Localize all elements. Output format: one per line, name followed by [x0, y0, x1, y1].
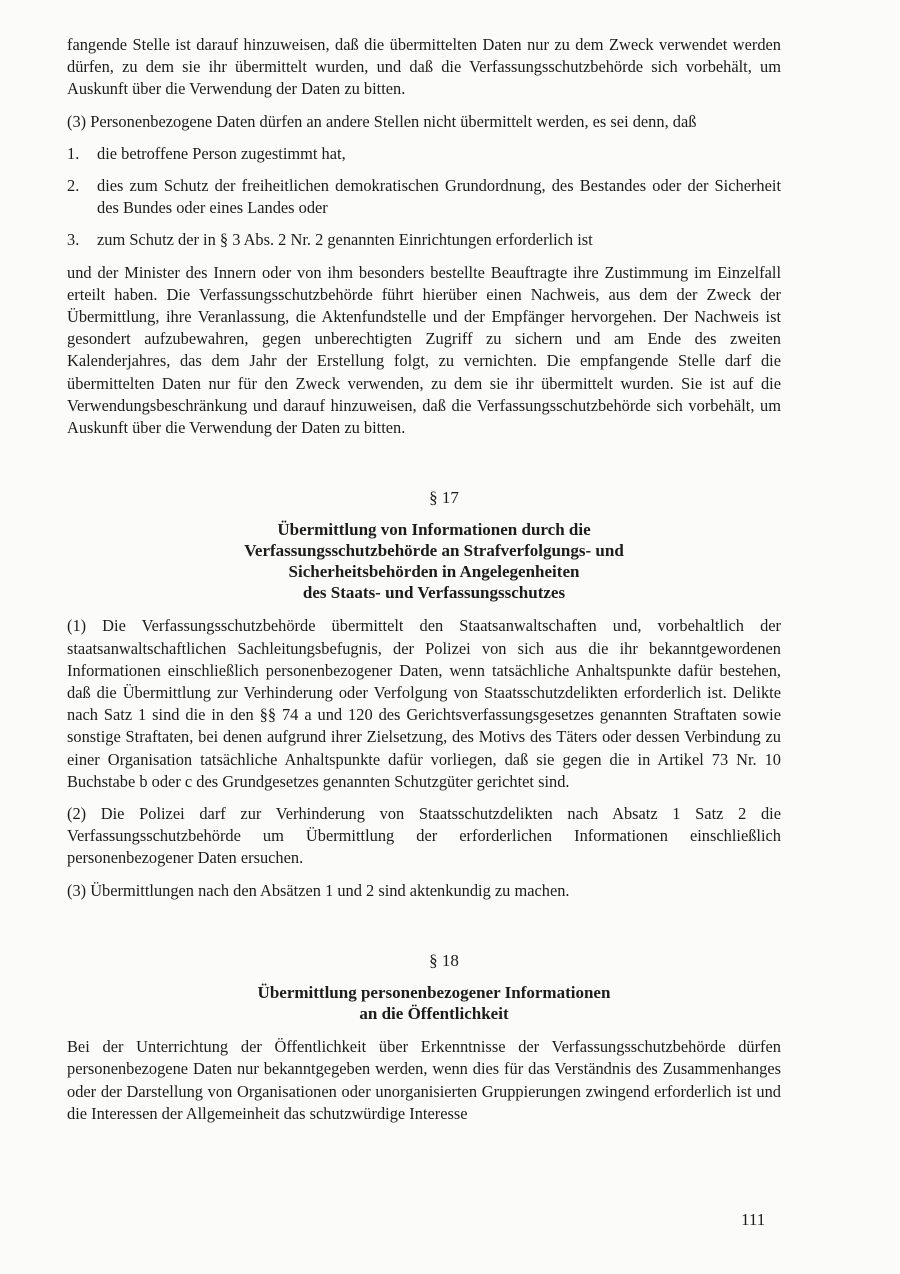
- list-item-text: dies zum Schutz der freiheitlichen demokratischen Grundordnung, des Bestandes oder der Sicherheit des Bundes oder eines Landes oder: [97, 176, 781, 218]
- section-17-title-line: des Staats- und Verfassungsschutzes: [302, 583, 566, 603]
- list-item-number: 3.: [67, 230, 80, 250]
- section-18-title-line: Übermittlung personenbezogener Informationen: [257, 983, 611, 1003]
- section-18-title: [67, 982, 781, 1024]
- section-17-paragraph-1: (1) Die Verfassungsschutzbehörde übermittelt den Staatsanwaltschaften und, vorbehaltlich der staatsanwaltschaftlichen Sachleitungsbefugnis, der Polizei von sich aus die ihr bekanntgewordenen Informationen einschließlich personenbezogener Daten, wenn tatsächliche Anhaltspunkte dafür bestehen, daß die Übermittlung zur Verhinderung oder Verfolgung von Staatsschutzdelikten erforderlich ist. Delikte nach Satz 1 sind die in den §§ 74 a und 120 des Gerichtsverfassungsgesetzes genannten Straftaten sowie sonstige Straftaten, bei denen aufgrund ihrer Zielsetzung, des Motivs des Täters oder dessen Verbindung zu einer Organisation tatsächliche Anhaltspunkte dafür vorliegen, daß sie gegen die in Artikel 73 Nr. 10 Buchstabe b oder c des Grundgesetzes genannten Schutzgüter gerichtet sind.: [67, 616, 781, 791]
- section-17-paragraph-2: (2) Die Polizei darf zur Verhinderung von Staatsschutzdelikten nach Absatz 1 Satz 2 die Verfassungsschutzbehörde um Übermittlung der erforderlichen Informationen einschließlich personenbezogener Daten ersuchen.: [67, 804, 781, 868]
- list-item-number: 2.: [67, 176, 80, 196]
- list-item: [67, 143, 781, 165]
- section-18-number: § 18: [429, 950, 459, 970]
- section-17-title-line: Übermittlung von Informationen durch die: [277, 520, 591, 540]
- section-17-paragraph-3: (3) Übermittlungen nach den Absätzen 1 und 2 sind aktenkundig zu machen.: [67, 880, 570, 900]
- page-number: 111: [741, 1210, 766, 1229]
- list-item-text: die betroffene Person zugestimmt hat,: [97, 143, 346, 163]
- list-item: [67, 175, 781, 219]
- paragraph-3: (3) Personenbezogene Daten dürfen an andere Stellen nicht übermittelt werden, es sei denn, daß: [67, 111, 697, 131]
- paragraph-consent: und der Minister des Innern oder von ihm besonders bestellte Beauftragte ihre Zustimmung im Einzelfall erteilt haben. Die Verfassungsschutzbehörde führt hierüber einen Nachweis, aus dem der Zweck der Übermittlung, ihre Veranlassung, die Aktenfundstelle und der Empfänger hervorgehen. Der Nachweis ist gesondert aufzubewahren, gegen unberechtigten Zugriff zu sichern und am Ende des zweiten Kalenderjahres, das dem Jahr der Erstellung folgt, zu vernichten. Die empfangende Stelle darf die übermittelten Daten nur für den Zweck verwenden, zu dem sie ihr übermittelt wurden. Sie ist auf die Verwendungsbeschränkung und darauf hinzuweisen, daß die Verfassungsschutzbehörde sich vorbehält, um Auskunft über die Verwendung der Daten zu bitten.: [67, 262, 781, 438]
- section-18-paragraph-1: Bei der Unterrichtung der Öffentlichkeit über Erkenntnisse der Verfassungsschutzbehörde dürfen personenbezogene Daten nur bekanntgegeben werden, wenn dies für das Verständnis des Zusammenhanges oder der Darstellung von Organisationen oder unorganisierten Gruppierungen zwingend erforderlich ist und die Interessen der Allgemeinheit das schutzwürdige Interesse: [67, 1037, 781, 1123]
- section-17-title-line: Sicherheitsbehörden in Angelegenheiten: [288, 562, 580, 582]
- section-17-number: § 17: [429, 488, 459, 508]
- list-item: [67, 229, 781, 251]
- section-17-title: [67, 519, 781, 603]
- section-18-title-line: an die Öffentlichkeit: [359, 1004, 509, 1024]
- section-17-title-line: Verfassungsschutzbehörde an Strafverfolgungs- und: [244, 541, 624, 561]
- page-content: [67, 34, 781, 1135]
- list-item-number: 1.: [67, 143, 80, 163]
- list-item-text: zum Schutz der in § 3 Abs. 2 Nr. 2 genannten Einrichtungen erforderlich ist: [97, 230, 593, 250]
- paragraph-continuation: fangende Stelle ist darauf hinzuweisen, daß die übermittelten Daten nur zu dem Zweck verwendet werden dürfen, zu dem sie ihr übermittelt wurden, und daß die Verfassungsschutzbehörde sich vorbehält, um Auskunft über die Verwendung der Daten zu bitten.: [67, 35, 781, 99]
